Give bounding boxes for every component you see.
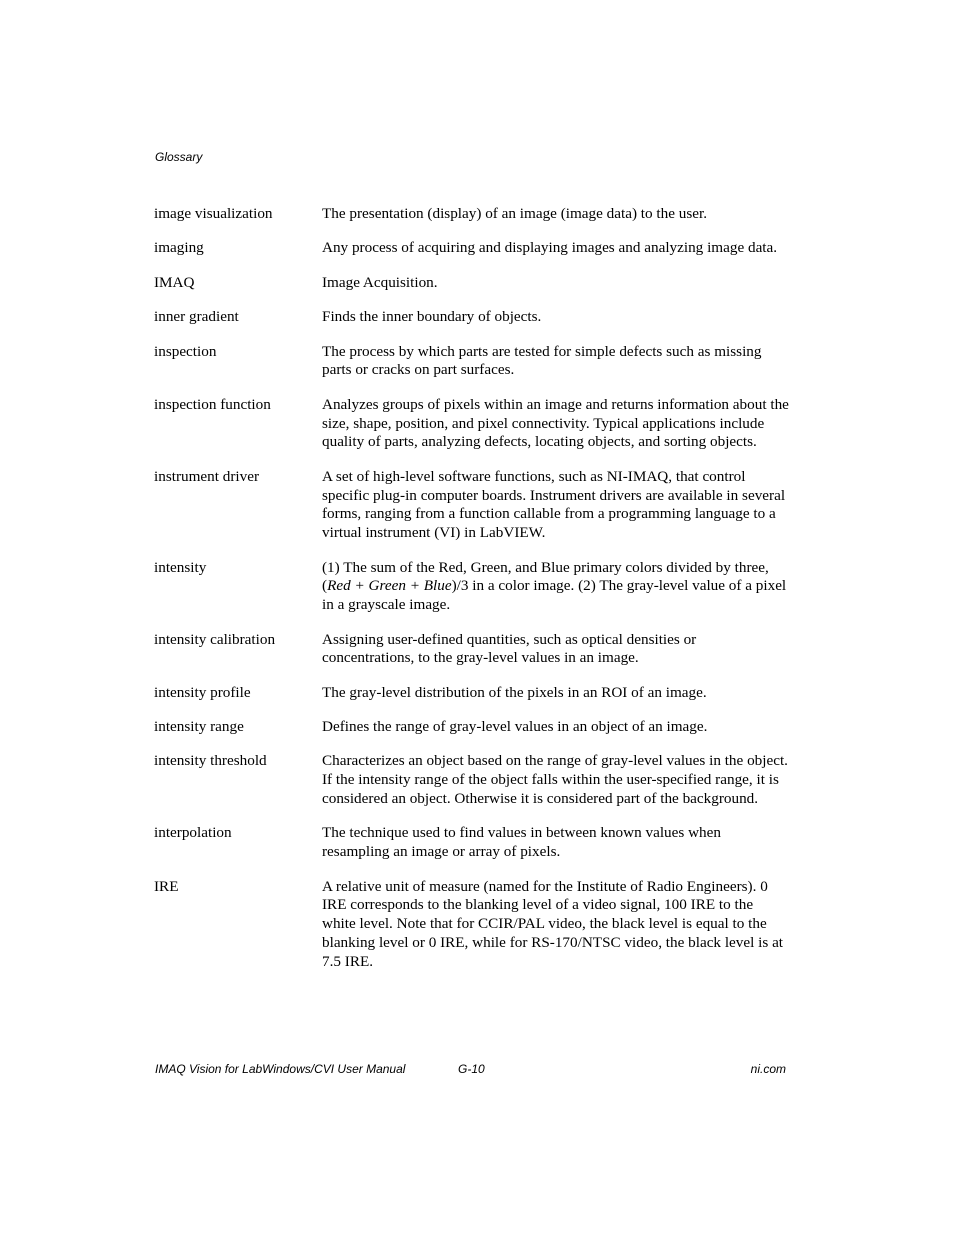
glossary-definition: The gray-level distribution of the pixels in an ROI of an image. (322, 683, 707, 701)
glossary-term: IRE (154, 877, 179, 895)
color-formula: Red + Green + Blue (327, 577, 452, 595)
glossary-definition: Characterizes an object based on the range of gray-level values in the object. If the intensity range of the object falls within the user-specified range, it is considered an object. Otherwise it is considered part of the background. (322, 752, 788, 808)
glossary-entry (154, 559, 790, 615)
glossary-entry (154, 308, 790, 327)
glossary-term: image visualization (154, 205, 273, 222)
glossary-list (154, 205, 790, 987)
running-header: Glossary (155, 150, 203, 164)
glossary-term: inner gradient (154, 308, 239, 326)
glossary-entry (154, 824, 790, 862)
glossary-definition (322, 559, 790, 615)
glossary-term: IMAQ (154, 273, 195, 291)
glossary-entry (154, 878, 790, 972)
glossary-entry (154, 718, 790, 737)
glossary-entry (154, 396, 790, 452)
glossary-definition: A set of high-level software functions, such as NI-IMAQ, that control specific plug-in computer boards. Instrument drivers are available in several forms, ranging from a function callable from a programming language to a virtual instrument (VI) in LabVIEW. (322, 467, 786, 542)
glossary-entry (154, 274, 790, 293)
page-number: G-10 (458, 1062, 485, 1076)
glossary-entry (154, 752, 790, 808)
glossary-entry (154, 468, 790, 543)
glossary-term: instrument driver (154, 467, 260, 485)
glossary-definition: The technique used to find values in between known values when resampling an image or array of pixels. (322, 824, 721, 861)
glossary-term: intensity calibration (154, 630, 276, 648)
glossary-term: inspection function (154, 395, 271, 413)
glossary-definition: Image Acquisition. (322, 273, 438, 291)
glossary-term: inspection (154, 342, 217, 360)
glossary-term: interpolation (154, 824, 232, 842)
manual-title: IMAQ Vision for LabWindows/CVI User Manual (155, 1062, 406, 1076)
glossary-definition: Defines the range of gray-level values in an object of an image. (322, 718, 708, 736)
definition-text: (1) The sum of the Red, Green, and Blue primary colors divided by three, ( (322, 558, 769, 595)
glossary-definition: Any process of acquiring and displaying images and analyzing image data. (322, 239, 778, 257)
glossary-term: intensity threshold (154, 752, 267, 770)
glossary-entry (154, 205, 790, 224)
glossary-definition: Assigning user-defined quantities, such as optical densities or concentrations, to the gray-level values in an image. (322, 630, 697, 667)
glossary-definition: The process by which parts are tested for simple defects such as missing parts or cracks on part surfaces. (322, 342, 762, 379)
glossary-definition: The presentation (display) of an image (image data) to the user. (322, 205, 708, 222)
glossary-term: intensity profile (154, 683, 251, 701)
definition-text: )/3 in a color image. (2) The gray-level value of a pixel in a grayscale image. (322, 577, 787, 614)
glossary-entry (154, 239, 790, 258)
glossary-definition: Analyzes groups of pixels within an image and returns information about the size, shape, position, and pixel connectivity. Typical applications include quality of parts, analyzing defects, locating objects, and sorting objects. (322, 395, 789, 451)
glossary-term: intensity range (154, 718, 244, 736)
website-link[interactable]: ni.com (750, 1062, 786, 1076)
glossary-term: intensity (154, 558, 207, 576)
glossary-entry (154, 343, 790, 381)
glossary-entry (154, 631, 790, 669)
glossary-entry (154, 684, 790, 703)
glossary-definition: A relative unit of measure (named for the Institute of Radio Engineers). 0 IRE corresponds to the blanking level of a video signal, 100 IRE to the white level. Note that for CCIR/PAL video, the black level is equal to the blanking level or 0 IRE, while for RS-170/NTSC video, the black level is at 7.5 IRE. (322, 877, 784, 970)
glossary-definition: Finds the inner boundary of objects. (322, 308, 542, 326)
glossary-term: imaging (154, 239, 204, 257)
